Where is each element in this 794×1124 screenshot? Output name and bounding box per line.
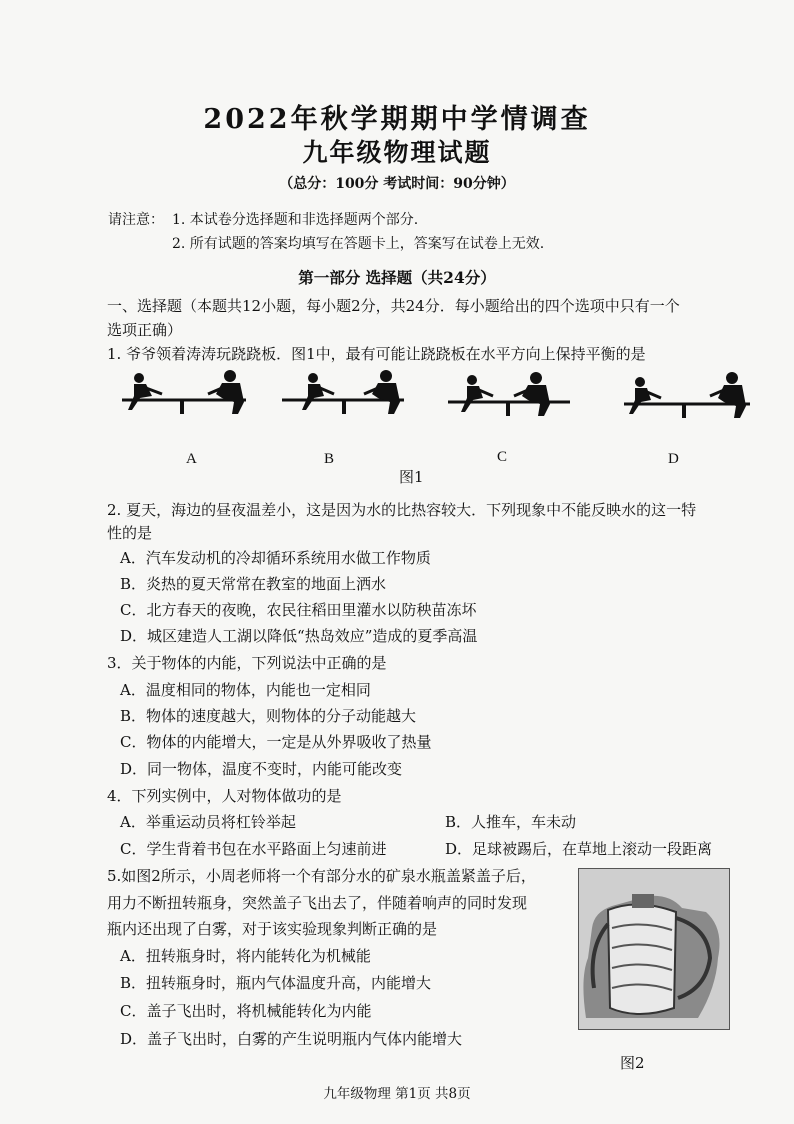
q4-stem: 4．下列实例中，人对物体做功的是	[107, 787, 342, 805]
q3-option-d: D．同一物体，温度不变时，内能可能改变	[120, 760, 403, 778]
section-title: 第一部分 选择题（共24分）	[298, 268, 496, 287]
bottle-photo	[578, 868, 730, 1030]
q2-stem-line2: 性的是	[107, 524, 153, 542]
q5-option-c: C．盖子飞出时，将机械能转化为内能	[120, 1002, 372, 1020]
q4-option-b: B．人推车，车未动	[445, 813, 577, 831]
q1-label-d: D	[668, 451, 679, 467]
seesaw-d	[624, 372, 750, 418]
q2-option-d: D．城区建造人工湖以降低“热岛效应”造成的夏季高温	[120, 627, 478, 645]
seesaw-figure	[118, 368, 758, 430]
q5-figure-caption: 图2	[620, 1054, 645, 1072]
exam-title: 2022年秋学期期中学情调查	[203, 104, 591, 135]
q4-option-c: C．学生背着书包在水平路面上匀速前进	[120, 840, 387, 858]
q4-option-d: D．足球被踢后，在草地上滚动一段距离	[445, 840, 713, 858]
q5-option-a: A．扭转瓶身时，将内能转化为机械能	[120, 947, 371, 965]
q2-option-b: B．炎热的夏天常常在教室的地面上洒水	[120, 575, 387, 593]
q1-figure-caption: 图1	[399, 468, 424, 486]
q2-option-a: A．汽车发动机的冷却循环系统用水做工作物质	[120, 549, 431, 567]
q2-option-c: C．北方春天的夜晚，农民往稻田里灌水以防秧苗冻坏	[120, 601, 477, 619]
q5-stem-line3: 瓶内还出现了白雾，对于该实验现象判断正确的是	[107, 920, 438, 938]
page-footer: 九年级物理 第1页 共8页	[323, 1086, 471, 1102]
q1-label-c: C	[497, 449, 508, 465]
seesaw-a	[122, 370, 246, 414]
q1-stem: 1. 爷爷领着涛涛玩跷跷板．图1中，最有可能让跷跷板在水平方向上保持平衡的是	[107, 345, 646, 363]
q5-option-b: B．扭转瓶身时，瓶内气体温度升高，内能增大	[120, 974, 432, 992]
notice-label: 请注意：	[108, 212, 164, 228]
q4-option-a: A．举重运动员将杠铃举起	[120, 813, 296, 831]
section-intro-line1: 一、选择题（本题共12小题，每小题2分，共24分．每小题给出的四个选项中只有一个	[107, 297, 680, 315]
notice-item-1: 1. 本试卷分选择题和非选择题两个部分.	[172, 212, 419, 228]
q5-option-d: D．盖子飞出时，白雾的产生说明瓶内气体内能增大	[120, 1030, 463, 1048]
exam-subtitle: 九年级物理试题	[302, 138, 492, 167]
q5-stem-line1: 5.如图2所示，小周老师将一个有部分水的矿泉水瓶盖紧盖子后，	[107, 867, 536, 885]
seesaw-c	[448, 372, 570, 416]
q5-stem-line2: 用力不断扭转瓶身，突然盖子飞出去了，伴随着响声的同时发现	[107, 894, 528, 912]
q3-option-a: A．温度相同的物体，内能也一定相同	[120, 681, 371, 699]
seesaw-b	[282, 370, 404, 414]
q1-label-a: A	[186, 451, 197, 467]
q3-option-b: B．物体的速度越大，则物体的分子动能越大	[120, 707, 417, 725]
q3-stem: 3．关于物体的内能，下列说法中正确的是	[107, 654, 387, 672]
section-intro-line2: 选项正确）	[107, 321, 183, 339]
q3-option-c: C．物体的内能增大，一定是从外界吸收了热量	[120, 733, 432, 751]
notice-item-2: 2. 所有试题的答案均填写在答题卡上，答案写在试卷上无效.	[172, 236, 545, 252]
q1-label-b: B	[324, 451, 335, 467]
q2-stem-line1: 2. 夏天，海边的昼夜温差小，这是因为水的比热容较大．下列现象中不能反映水的这一特	[107, 501, 697, 519]
exam-meta: （总分：100分 考试时间：90分钟）	[279, 176, 515, 192]
